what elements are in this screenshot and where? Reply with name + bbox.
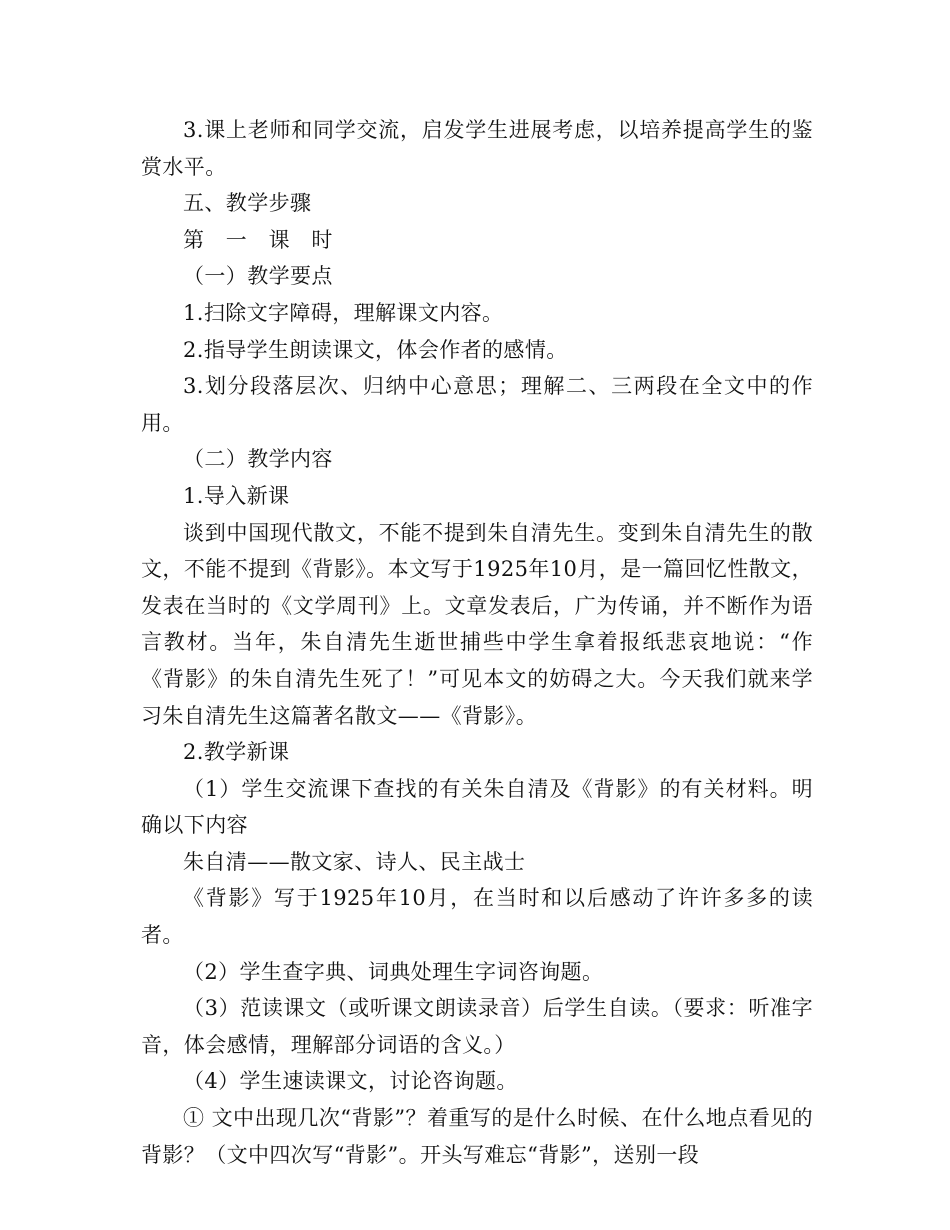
paragraph-step-4: （4）学生速读课文，讨论咨询题。 — [183, 1069, 518, 1094]
paragraph-author-note: 朱自清——散文家、诗人、民主战士 — [183, 849, 526, 874]
subheading-introduction: 1.导入新课 — [183, 483, 290, 508]
section-heading-teaching-steps: 五、教学步骤 — [183, 191, 312, 216]
paragraph-step-1: （1）学生交流课下查找的有关朱自清及《背影》的有关材料。明确以下内容 — [141, 776, 813, 838]
paragraph-question-1: ① 文中出现几次“背影”？着重写的是什么时候、在什么地点看见的背影？（文中四次写“背影”。开头写难忘“背影”，送别一段 — [141, 1106, 813, 1167]
paragraph-work-note: 《背影》写于1925年10月，在当时和以后感动了许许多多的读者。 — [141, 886, 813, 948]
subheading-new-lesson: 2.教学新课 — [183, 740, 290, 765]
subheading-teaching-content: （二）教学内容 — [183, 447, 333, 472]
paragraph-objective-3: 3.课上老师和同学交流，启发学生进展考虑，以培养提高学生的鉴赏水平。 — [141, 118, 813, 179]
paragraph-introduction-text: 谈到中国现代散文，不能不提到朱自清先生。变到朱自清先生的散文，不能不提到《背影》。本文写于1925年10月，是一篇回忆性散文，发表在当时的《文学周刊》上。文章发表后，广为传诵，并不断作为语言教材。当年，朱自清先生逝世捕些中学生拿着报纸悲哀地说：“作《背影》的朱自清先生死了！”可见本文的妨碍之大。今天我们就来学习朱自清先生这篇著名散文——《背影》。 — [141, 520, 813, 728]
paragraph-step-2: （2）学生查字典、词典处理生字词咨询题。 — [183, 959, 604, 984]
subheading-teaching-points: （一）教学要点 — [183, 264, 333, 289]
paragraph-point-3: 3.划分段落层次、归纳中心意思；理解二、三两段在全文中的作用。 — [141, 374, 813, 435]
paragraph-point-2: 2.指导学生朗读课文，体会作者的感情。 — [183, 337, 568, 362]
paragraph-point-1: 1.扫除文字障碍，理解课文内容。 — [183, 300, 504, 325]
document-body — [141, 112, 813, 1173]
lesson-heading-first-period: 第 一 课 时 — [183, 227, 333, 252]
paragraph-step-3: （3）范读课文（或听课文朗读录音）后学生自读。（要求：听准字音，体会感情，理解部分词语的含义。） — [141, 996, 813, 1057]
